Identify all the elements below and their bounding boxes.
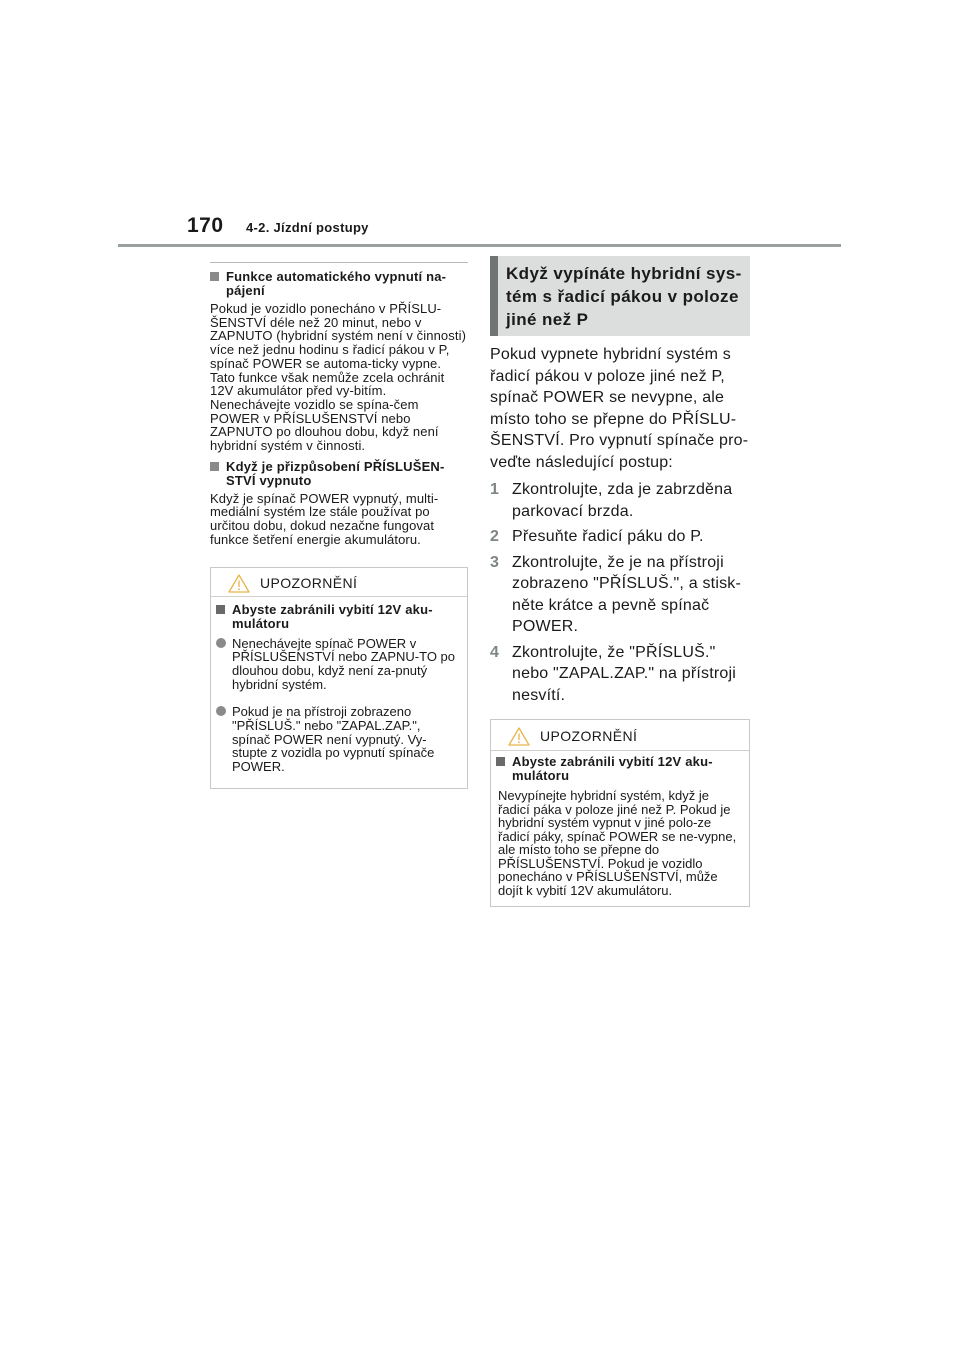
info-heading-text: Funkce automatického vypnutí na-pájení [226,269,447,298]
info-heading [210,460,468,488]
caution-title: UPOZORNĚNÍ [260,574,358,591]
header-rule [118,244,841,247]
info-heading-text: Když je přizpůsobení PŘÍSLUŠEN-STVÍ vypnuto [226,458,445,488]
caution-heading [216,603,456,631]
square-bullet-icon [216,605,225,614]
caution-heading-text: Abyste zabránili vybití 12V aku-mulátoru [232,601,433,631]
step-number: 3 [490,553,500,571]
warning-triangle-icon [228,574,250,593]
caution-header [491,720,749,751]
warning-triangle-icon [508,727,530,746]
step-text: Zkontrolujte, že "PŘÍSLUŠ." nebo "ZAPAL.ZAP." na přístroji nesvítí. [512,643,736,704]
step-number: 1 [490,481,500,498]
square-bullet-icon [210,272,219,281]
step-item [490,642,750,707]
main-heading: Když vypínáte hybridní sys-tém s řadicí pákou v poloze jiné než P [506,264,742,329]
info-heading [210,270,468,298]
caution-box [490,719,750,907]
caution-bullet-text: Nenechávejte spínač POWER v PŘÍSLUŠENSTVÍ nebo ZAPNU-TO po dlouhou dobu, když není za-pnutý hybridní systém. [232,635,456,692]
main-heading-box [490,256,750,336]
step-text: Přesuňte řadicí páku do P. [512,528,704,545]
step-text: Zkontrolujte, zda je zabrzděna parkovací brzda. [512,481,733,520]
caution-heading-text: Abyste zabránili vybití 12V aku-mulátoru [512,754,713,783]
section-title: 4-2. Jízdní postupy [246,220,369,235]
left-column-rule [210,262,468,263]
step-text: Zkontrolujte, že je na přístroji zobrazeno "PŘÍSLUŠ.", a stisk-něte krátce a pevně spínač POWER. [512,553,741,635]
square-bullet-icon [210,462,219,471]
caution-bullet [216,705,456,774]
step-number: 2 [490,528,500,545]
caution-text: Nevypínejte hybridní systém, když je řadicí páka v poloze jiné než P. Pokud je hybridní systém vypnut v jiné polo-ze řadicí páky, spínač POWER se ne-vypne, ale místo toho se přepne do PŘÍSLUŠENSTVÍ. Pokud je vozidlo ponecháno v PŘÍSLUŠENSTVÍ, může dojít k vybití 12V akumulátoru. [498,788,737,898]
heading-accent-bar [490,256,498,336]
left-column [210,262,468,789]
step-item [490,479,750,522]
square-bullet-icon [496,757,505,766]
info-section-auto-off [210,270,468,453]
caution-body [211,597,467,788]
info-text: Když je spínač POWER vypnutý, multi-mediální systém lze stále používat po určitou dobu, dokud nezačne fungovat funkce šetření energie akumulátoru. [210,490,439,547]
info-text: Pokud je vozidlo ponecháno v PŘÍSLU-ŠENSTVÍ déle než 20 minut, nebo v ZAPNUTO (hybridní systém není v činnosti) více než jednu hodinu s řadicí pákou v P, spínač POWER se automa-ticky vypne. Tato funkce však nemůže zcela ochránit 12V akumulátor před vy-bitím. Nenechávejte vozidlo se spína-čem POWER v PŘÍSLUŠENSTVÍ nebo ZAPNUTO po dlouhou dobu, když není hybridní systém v činnosti. [210,301,466,454]
step-number: 4 [490,643,500,661]
caution-bullet-text: Pokud je na přístroji zobrazeno "PŘÍSLUŠ." nebo "ZAPAL.ZAP.", spínač POWER není vypnutý. Vy-stupte z vozidla po vypnutí spínače POWER. [232,704,435,775]
info-section-accessory-custom [210,460,468,547]
round-bullet-icon [216,706,226,716]
caution-box [210,567,468,789]
caution-header [211,568,467,597]
caution-heading [496,755,739,783]
intro-text: Pokud vypnete hybridní systém s řadicí pákou v poloze jiné než P, spínač POWER se nevypne, ale místo toho se přepne do PŘÍSLU-ŠENSTVÍ. Pro vypnutí spínače pro-veďte následující postup: [490,346,749,471]
step-item [490,552,750,638]
step-item [490,526,750,548]
page-number: 170 [187,214,224,237]
right-column [490,256,750,907]
caution-title: UPOZORNĚNÍ [540,728,638,744]
round-bullet-icon [216,638,226,648]
caution-bullet [216,637,456,692]
caution-body [491,751,749,906]
